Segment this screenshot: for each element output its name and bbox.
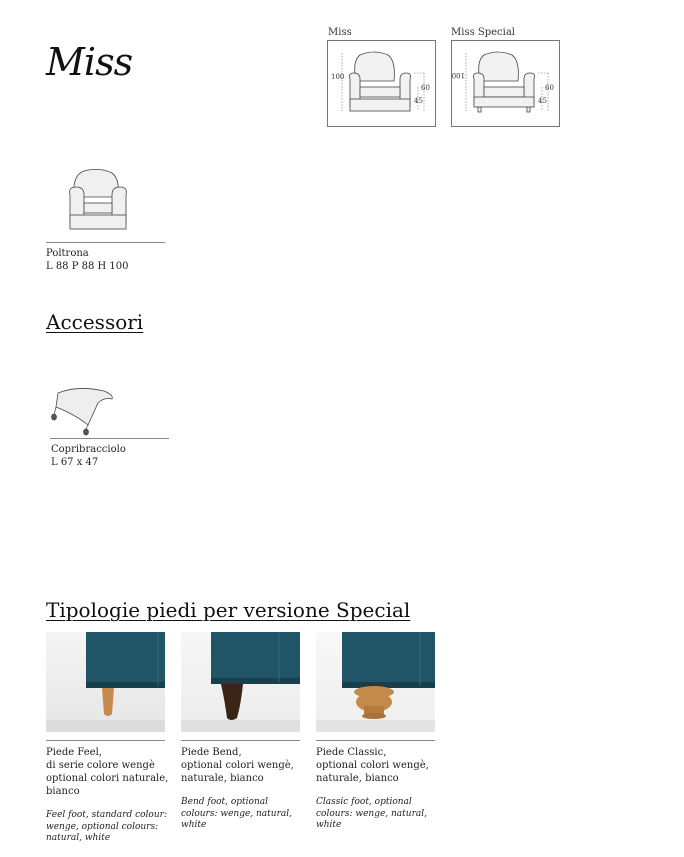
foot-feel-en-line: Feel foot, standard colour: (46, 810, 167, 820)
armchair-icon (66, 165, 132, 235)
divider (181, 740, 300, 741)
foot-feel-line: di serie colore wengè (46, 760, 155, 771)
dim-drawing-miss (327, 40, 436, 127)
arm-height-label: 45 (414, 97, 423, 105)
divider (46, 242, 165, 243)
armchair-drawing (66, 165, 132, 235)
accessory-dims: L 67 x 47 (51, 457, 99, 468)
foot-bend-line: optional colori wengè, (181, 760, 294, 771)
foot-bend-description (181, 746, 311, 785)
foot-bend-en-line: white (181, 820, 207, 830)
foot-feel-line: optional colori naturale, (46, 773, 169, 784)
foot-classic-english (316, 797, 451, 832)
foot-classic-description (316, 746, 446, 785)
arm-cover-drawing (48, 385, 118, 437)
foot-feel-line: bianco (46, 786, 80, 797)
foot-bend-english (181, 797, 316, 832)
foot-feel-english (46, 810, 181, 845)
height-label-rotated: 100 (452, 71, 465, 79)
foot-feel-en-line: natural, white (46, 833, 111, 843)
dim-drawing-label-miss: Miss (328, 27, 352, 38)
accessory-name: Copribracciolo (51, 444, 126, 455)
divider (316, 740, 435, 741)
foot-feel-description (46, 746, 176, 798)
height-label: 100 (331, 73, 345, 81)
foot-bend-line: Piede Bend, (181, 747, 242, 758)
foot-classic-line: optional colori wengè, (316, 760, 429, 771)
product-title: Miss (46, 40, 133, 84)
foot-classic-en-line: colours: wenge, natural, (316, 808, 427, 819)
seat-height-label: 60 (421, 84, 430, 92)
divider (50, 438, 169, 439)
seat-height-label: 60 (545, 84, 554, 92)
foot-classic-en-line: white (316, 820, 342, 830)
dim-drawing-label-miss-special: Miss Special (451, 27, 516, 38)
foot-classic-line: Piede Classic, (316, 747, 387, 758)
foot-classic-photo (316, 632, 435, 732)
dim-drawing-miss-special (451, 40, 560, 127)
foot-bend-en-line: colours: wenge, natural, (181, 808, 292, 819)
divider (46, 740, 165, 741)
foot-bend-photo (181, 632, 300, 732)
item-dims: L 88 P 88 H 100 (46, 261, 129, 272)
armchair-dimension-icon (328, 41, 435, 126)
foot-feel-image (46, 632, 165, 732)
foot-bend-line: naturale, bianco (181, 773, 264, 784)
item-name: Poltrona (46, 248, 89, 259)
accessories-heading: Accessori (46, 310, 144, 334)
arm-cover-icon (48, 385, 118, 437)
armchair-special-dimension-icon (452, 41, 559, 126)
foot-bend-en-line: Bend foot, optional (181, 797, 268, 807)
foot-feel-en-line: wenge, optional colours: (46, 821, 159, 832)
foot-feel-line: Piede Feel, (46, 747, 102, 758)
foot-feel-photo (46, 632, 165, 732)
foot-bend-image (181, 632, 300, 732)
foot-classic-en-line: Classic foot, optional (316, 797, 412, 807)
foot-classic-image (316, 632, 435, 732)
arm-height-label: 45 (538, 97, 547, 105)
feet-heading: Tipologie piedi per versione Special (46, 598, 411, 622)
foot-classic-line: naturale, bianco (316, 773, 399, 784)
